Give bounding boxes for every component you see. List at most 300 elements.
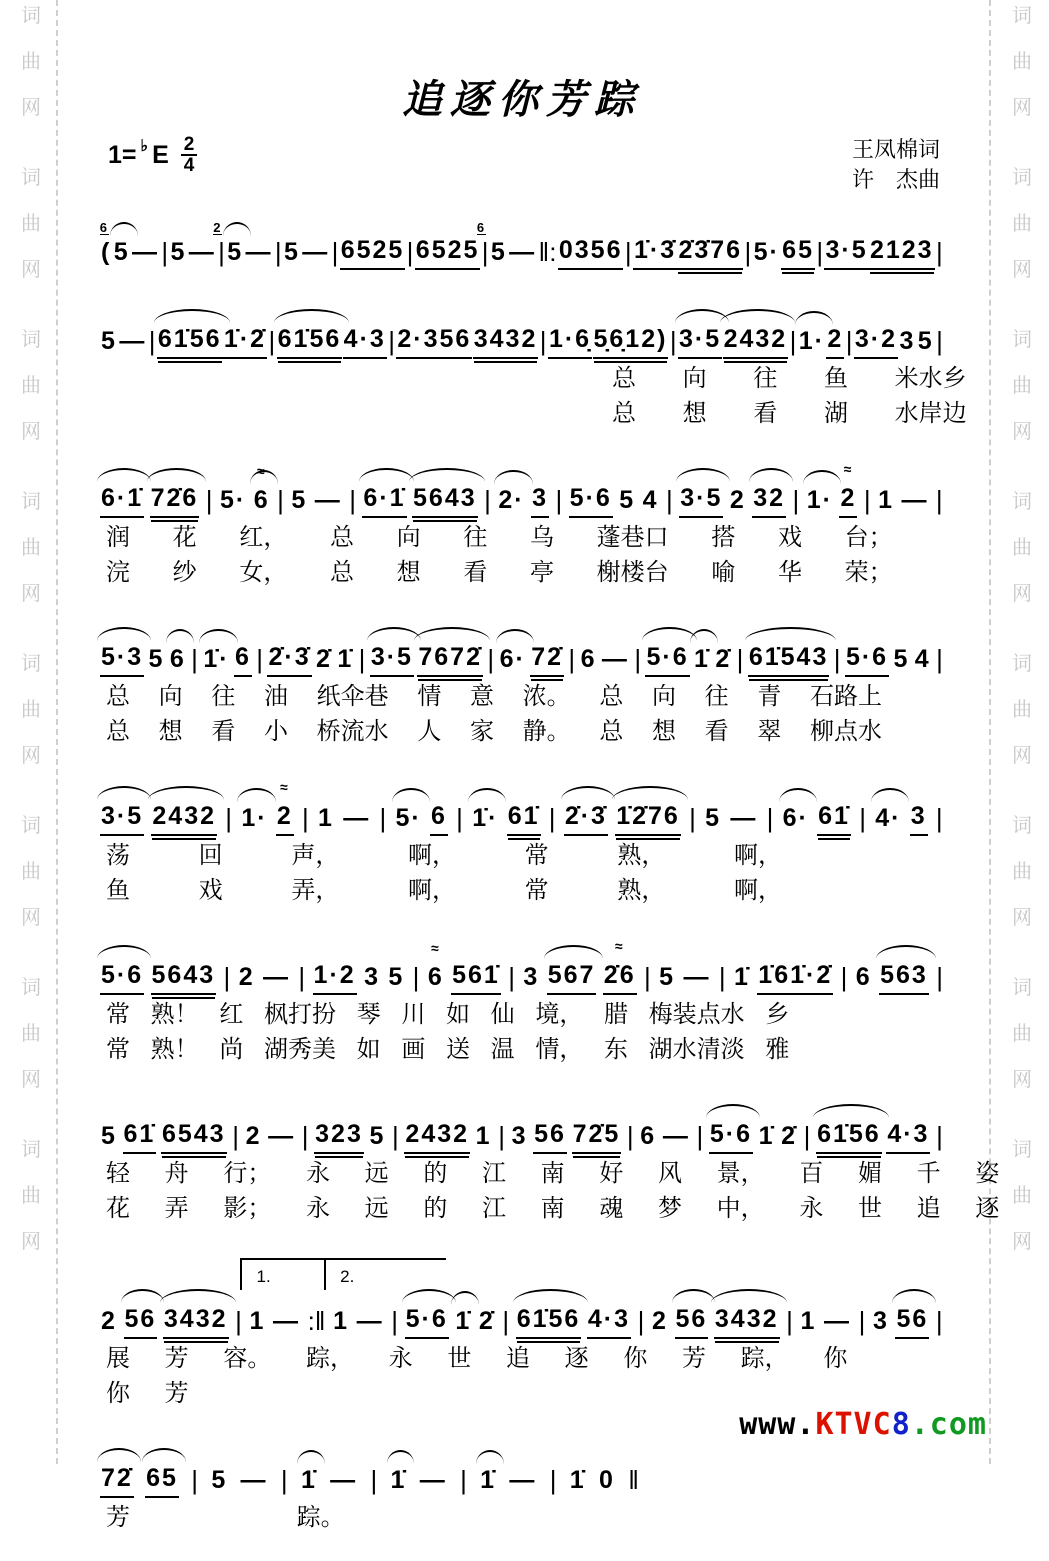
lyrics-line: 荡 回 声， 啊， 常 熟， 啊， xyxy=(106,842,783,869)
lyrics-line: 总 想 看 小 桥流水 人 家 静。 总 想 看 翠 柳点水 xyxy=(106,718,883,745)
watermark-text: 网 xyxy=(1012,583,1032,605)
note-token: 3 xyxy=(910,801,928,836)
slur-arc-icon xyxy=(544,945,604,959)
grace-note: 6 xyxy=(99,220,109,235)
watermark-text: 网 xyxy=(1012,907,1032,929)
note-token: 6525 xyxy=(340,235,406,270)
note-token: 1 xyxy=(800,1307,817,1335)
watermark-text: 曲 xyxy=(1012,213,1032,235)
watermark-text: 曲 xyxy=(21,1185,41,1207)
barline: | xyxy=(379,803,387,833)
barline: | xyxy=(936,644,943,674)
barline: | xyxy=(935,485,943,515)
note-token: — xyxy=(314,486,342,514)
watermark-text: 词 xyxy=(21,491,41,513)
note-token: 61̇ xyxy=(123,1119,157,1154)
watermark-text: 网 xyxy=(21,907,41,929)
note-token: 1·2 xyxy=(313,960,357,995)
notation-row xyxy=(100,209,944,270)
note-token: 1·6̣ xyxy=(548,324,592,359)
slur-arc-icon xyxy=(871,788,909,802)
barline: | xyxy=(626,1121,634,1151)
barline: | xyxy=(498,1121,505,1151)
notation-row xyxy=(100,934,944,995)
note-token: 2· xyxy=(497,485,525,518)
note-token: 1̇·2̇ xyxy=(223,324,267,359)
barline: | xyxy=(235,1306,242,1336)
barline: | xyxy=(936,962,943,992)
slur-arc-icon xyxy=(803,470,841,484)
barline: | xyxy=(223,962,231,992)
barline: | xyxy=(786,1306,793,1336)
barline: | xyxy=(392,1121,399,1151)
note-token: 56 xyxy=(533,1119,567,1154)
watermark-text: 词 xyxy=(21,1139,41,1161)
barline: | xyxy=(803,1121,811,1151)
barline: | xyxy=(935,237,943,267)
note-token: 3432 xyxy=(473,324,539,359)
note-token: 6 xyxy=(430,801,448,836)
note-token: 4· xyxy=(874,803,902,836)
lyrics-line: 总 向 往 鱼 米水乡 xyxy=(612,365,967,392)
site-logo-segment: 8 xyxy=(891,1407,911,1442)
slur-arc-icon xyxy=(142,1448,186,1462)
note-token: 1 xyxy=(318,804,334,832)
note-token: 1̇ xyxy=(693,644,711,677)
watermark-group xyxy=(1012,168,1032,280)
note-token: 4·3 xyxy=(587,1304,631,1339)
barline: | xyxy=(845,326,853,356)
note-token: 3·2 xyxy=(854,324,898,359)
watermark-text: 网 xyxy=(21,421,41,443)
lyrics-line: 花 弄 影； 永 远 的 江 南 魂 梦 中， 永 世 追 逐 xyxy=(106,1195,1000,1222)
watermark-text: 网 xyxy=(21,259,41,281)
note-token: 3·5 xyxy=(679,483,723,518)
note-token: 5 6 xyxy=(476,220,507,266)
slur-arc-icon xyxy=(496,629,534,643)
note-token: 5 xyxy=(101,1122,117,1150)
note-token: 4 xyxy=(914,645,931,673)
note-token: — xyxy=(240,1466,268,1494)
note-token: 323 xyxy=(314,1119,364,1154)
barline: | xyxy=(568,644,576,674)
note-token: — xyxy=(419,1466,447,1494)
lyrics-line: 总 向 往 油 纸伞巷 情 意 浓。 总 向 往 青 石路上 xyxy=(106,683,883,710)
barline: | xyxy=(508,962,515,992)
note-token: 2̇ xyxy=(478,1307,495,1335)
barline: | xyxy=(549,1465,557,1495)
watermark-text: 网 xyxy=(21,583,41,605)
note-token: 6 xyxy=(169,644,187,677)
watermark-group xyxy=(1012,1140,1032,1252)
watermark-text: 网 xyxy=(1012,421,1032,443)
note-token: 2 xyxy=(238,963,255,991)
watermark-text: 网 xyxy=(1012,1069,1032,1091)
note-token: 1̇ xyxy=(300,1465,318,1498)
watermark-text: 词 xyxy=(1012,491,1032,513)
watermark-text: 曲 xyxy=(21,375,41,397)
note-token: 5̣6̣12) xyxy=(593,324,669,359)
note-token: 56 xyxy=(895,1304,929,1339)
watermark-text: 词 xyxy=(1012,815,1032,837)
barline: | xyxy=(736,644,744,674)
watermark-text: 网 xyxy=(1012,1231,1032,1253)
note-token: 5643 xyxy=(151,960,217,995)
slur-arc-icon xyxy=(451,1291,479,1305)
note-token: 32 xyxy=(752,483,786,518)
barline: | xyxy=(935,803,943,833)
barline: | xyxy=(460,1465,467,1495)
note-token: 2432 xyxy=(723,324,789,359)
note-token: 2432 xyxy=(404,1119,470,1154)
slur-arc-icon xyxy=(147,468,207,482)
key-letter: E xyxy=(152,140,169,169)
barline: | xyxy=(696,1121,704,1151)
barline: | xyxy=(280,1465,288,1495)
note-token: 2̇6 ≈ xyxy=(603,960,637,995)
note-token: 5 xyxy=(388,963,405,991)
barline: | xyxy=(744,237,752,267)
note-token: 2̇ xyxy=(316,645,332,673)
barline: | xyxy=(274,237,282,267)
watermark-column-left xyxy=(14,6,48,1464)
note-token: 5·6 xyxy=(405,1304,449,1339)
note-token: 5 xyxy=(917,327,934,355)
note-token: — xyxy=(131,238,159,266)
right-dashed-border xyxy=(989,0,991,1464)
note-token: 5 xyxy=(211,1466,228,1494)
note-token: 72̇6 xyxy=(150,483,200,518)
note-token: 72̇ xyxy=(100,1463,134,1498)
barline: | xyxy=(816,237,824,267)
note-token: 7672̇ xyxy=(417,642,483,677)
notation-row xyxy=(100,775,944,836)
barline: | xyxy=(256,644,264,674)
note-token: 65 xyxy=(145,1463,179,1498)
site-logo-segment: .com xyxy=(910,1407,987,1442)
slur-arc-icon xyxy=(97,945,151,959)
meta-row xyxy=(100,135,944,195)
note-token: 5 xyxy=(291,486,308,514)
music-system xyxy=(100,209,944,270)
watermark-text: 词 xyxy=(1012,167,1032,189)
note-token: 567 xyxy=(547,960,597,995)
lyrics-line: 常 熟！ 尚 湖秀美 如 画 送 温 情， 东 湖水清淡 雅 xyxy=(106,1036,790,1063)
note-token: — xyxy=(509,1466,537,1494)
slur-arc-icon xyxy=(642,627,696,641)
barline: | xyxy=(789,326,797,356)
note-token: 1· xyxy=(240,803,268,836)
barline: | xyxy=(349,485,356,515)
note-token: 56 xyxy=(124,1304,158,1339)
slur-arc-icon xyxy=(690,629,718,643)
slur-arc-icon xyxy=(749,468,793,482)
note-token: 1̇2̇76 xyxy=(615,801,681,836)
volta-bracket: 2. xyxy=(324,1258,446,1290)
barline: | xyxy=(833,644,841,674)
barline: | xyxy=(232,1121,239,1151)
slur-arc-icon xyxy=(676,468,730,482)
music-system xyxy=(100,298,967,429)
note-token: — xyxy=(683,963,711,991)
watermark-text: 曲 xyxy=(1012,1023,1032,1045)
note-token: 5 xyxy=(659,963,676,991)
note-token: 2 xyxy=(729,486,746,514)
barline: | xyxy=(936,1121,943,1151)
barline: | xyxy=(268,326,276,356)
note-token: 3 xyxy=(511,1122,528,1150)
note-token: 5 2 xyxy=(226,237,244,270)
watermark-text: 曲 xyxy=(1012,699,1032,721)
watermark-text: 网 xyxy=(1012,259,1032,281)
barline: | xyxy=(858,1306,866,1336)
note-token: 3·5 xyxy=(100,801,144,836)
note-token: 3·5 xyxy=(370,642,414,677)
barline: | xyxy=(331,237,339,267)
note-token: 61̇56 xyxy=(516,1304,582,1339)
note-token: 3·5 xyxy=(824,235,868,270)
watermark-text: 网 xyxy=(21,745,41,767)
barline: | xyxy=(863,485,871,515)
barline: | xyxy=(792,485,800,515)
barline: | xyxy=(718,962,726,992)
note-token: 6 ≈ xyxy=(427,940,444,991)
note-token: 2̇·3̇ xyxy=(564,801,608,836)
note-token: 2̇3̇76 xyxy=(677,235,743,270)
note-token: 5 xyxy=(369,1122,386,1150)
watermark-group xyxy=(21,330,41,442)
lyrics-line: 浣 纱 女， 总 想 看 亭 榭楼台 喻 华 荣； xyxy=(106,559,893,586)
note-token: — xyxy=(330,1466,358,1494)
site-logo-segment: www. xyxy=(739,1407,816,1442)
watermark-group xyxy=(21,492,41,604)
music-system xyxy=(100,1252,944,1409)
watermark-group xyxy=(1012,6,1032,118)
volta-bracket: 1. xyxy=(240,1258,362,1290)
slur-arc-icon xyxy=(561,786,615,800)
slur-arc-icon xyxy=(876,945,936,959)
note-token: — xyxy=(509,238,537,266)
lyricist-credit: 王凤棉词 xyxy=(851,137,940,162)
watermark-group xyxy=(21,1140,41,1252)
note-token: 1̇ xyxy=(390,1465,408,1498)
note-token: 5 6 xyxy=(113,237,131,270)
meter-numerator: 2 xyxy=(181,135,198,156)
note-token: 5643 xyxy=(412,483,478,518)
note-token: 6525 xyxy=(415,235,481,270)
note-token: 6 xyxy=(580,645,597,673)
note-token: 5 xyxy=(705,804,722,832)
slur-arc-icon xyxy=(745,627,837,641)
slur-arc-icon xyxy=(795,311,833,325)
note-token: 5 xyxy=(283,238,300,266)
note-token: 5·6 xyxy=(645,642,689,677)
note-token: 6543 xyxy=(161,1119,227,1154)
note-token: 3 xyxy=(523,963,540,991)
slur-arc-icon xyxy=(166,629,194,643)
ornament-icon: ≈ xyxy=(614,938,625,954)
watermark-text: 曲 xyxy=(1012,51,1032,73)
barline: | xyxy=(358,644,366,674)
note-token: ( xyxy=(101,238,112,266)
barline: | xyxy=(456,803,463,833)
note-token: 2432 xyxy=(151,801,217,836)
note-token: 6 xyxy=(855,963,872,991)
song-title: 追逐你芳踪 xyxy=(402,76,642,123)
watermark-text: 网 xyxy=(21,1231,41,1253)
note-token: 5 xyxy=(619,486,636,514)
watermark-text: 词 xyxy=(1012,977,1032,999)
notation-row xyxy=(100,298,944,359)
watermark-group xyxy=(21,816,41,928)
note-token: 61̇ xyxy=(507,801,541,836)
watermark-text: 词 xyxy=(1012,6,1032,27)
note-token: 563 xyxy=(879,960,929,995)
note-token: — xyxy=(272,1307,300,1335)
note-token: 2 xyxy=(826,324,844,359)
watermark-text: 曲 xyxy=(21,213,41,235)
note-token: 3 xyxy=(531,483,549,518)
notation-row xyxy=(100,1252,944,1339)
slur-arc-icon xyxy=(392,788,430,802)
barline: | xyxy=(388,326,395,356)
note-token: 2 xyxy=(245,1122,262,1150)
watermark-group xyxy=(1012,816,1032,928)
ornament-icon: ≈ xyxy=(279,779,290,795)
note-token: 0356 xyxy=(558,235,624,270)
slur-arc-icon xyxy=(160,1289,236,1303)
slur-arc-icon xyxy=(97,786,151,800)
watermark-text: 词 xyxy=(1012,329,1032,351)
note-token: 1̇ xyxy=(758,1122,775,1150)
note-token: 2̇·3̇ xyxy=(267,642,311,677)
note-token: 61̇543 xyxy=(748,642,830,677)
note-token: 1̇·3̇ xyxy=(633,235,677,270)
flat-icon: ♭ xyxy=(140,138,149,155)
watermark-text: 曲 xyxy=(1012,1185,1032,1207)
note-token: 1 xyxy=(878,486,894,514)
notation-row xyxy=(100,1093,944,1154)
left-dashed-border xyxy=(56,0,58,1464)
notation-row xyxy=(100,1437,640,1498)
note-token: — xyxy=(356,1307,384,1335)
note-token: 2̇ xyxy=(715,645,732,673)
note-token: 2 ≈ xyxy=(276,801,294,836)
barline: | xyxy=(766,803,774,833)
note-token: 3 xyxy=(872,1307,889,1335)
note-token: — xyxy=(188,238,216,266)
note-token: 5·6 xyxy=(709,1119,753,1154)
slur-arc-icon xyxy=(359,468,413,482)
slur-arc-icon xyxy=(367,627,421,641)
note-token: 0 xyxy=(598,1466,615,1494)
watermark-text: 曲 xyxy=(21,1023,41,1045)
ornament-icon: ≈ xyxy=(256,463,267,479)
watermark-text: 词 xyxy=(21,815,41,837)
meter-denominator: 4 xyxy=(183,155,195,176)
barline: | xyxy=(298,962,306,992)
note-token: — xyxy=(823,1307,851,1335)
ornament-icon: ≈ xyxy=(430,940,441,956)
watermark-text: 词 xyxy=(21,653,41,675)
barline: | xyxy=(666,485,673,515)
note-token: 561̇ xyxy=(451,960,501,995)
barline: | xyxy=(148,326,156,356)
watermark-group xyxy=(1012,492,1032,604)
note-token: 65 xyxy=(781,235,815,270)
watermark-text: 词 xyxy=(21,977,41,999)
note-token: 72̇5 xyxy=(572,1119,622,1154)
note-token: — xyxy=(901,486,929,514)
watermark-group xyxy=(1012,654,1032,766)
barline: | xyxy=(481,237,489,267)
slur-arc-icon xyxy=(97,468,151,482)
barline: | xyxy=(191,644,198,674)
slur-arc-icon xyxy=(154,309,230,323)
note-token: 6· xyxy=(782,803,810,836)
site-logo-segment: KTVC xyxy=(815,1407,892,1442)
note-token: 1̇ xyxy=(337,645,354,673)
slur-arc-icon xyxy=(672,1289,716,1303)
note-token: 4·3 xyxy=(886,1119,930,1154)
barline: | xyxy=(936,326,943,356)
barline: | xyxy=(161,237,169,267)
watermark-text: 词 xyxy=(1012,1139,1032,1161)
note-token: 1̇ xyxy=(569,1466,586,1494)
note-token: — xyxy=(245,238,273,266)
note-token: 1 1. xyxy=(248,1306,266,1339)
barline: | xyxy=(205,485,213,515)
note-token: 5· xyxy=(220,486,247,514)
watermark-group xyxy=(21,168,41,280)
lyrics-line: 轻 舟 行； 永 远 的 江 南 好 风 景， 百 媚 千 姿 xyxy=(106,1160,1000,1187)
note-token: 5 xyxy=(148,645,165,673)
music-system xyxy=(100,616,944,747)
barline: | xyxy=(484,485,491,515)
watermark-text: 词 xyxy=(21,167,41,189)
note-token: 3432 xyxy=(714,1304,780,1339)
site-logo[interactable] xyxy=(739,1407,987,1442)
barline: | xyxy=(689,803,696,833)
note-token: 5 xyxy=(893,645,910,673)
barline: | xyxy=(391,1306,398,1336)
key-prefix: 1= xyxy=(108,140,137,169)
barline: | xyxy=(302,803,309,833)
note-token: 6 ≈ xyxy=(253,485,271,518)
barline: :‖ xyxy=(307,1306,326,1336)
note-token: 5·6 xyxy=(100,960,144,995)
watermark-text: 曲 xyxy=(21,861,41,883)
note-token: 2 xyxy=(652,1307,668,1335)
barline: | xyxy=(277,485,284,515)
note-token: 61̇56 xyxy=(816,1119,882,1154)
composer-credit: 许 杰曲 xyxy=(851,167,940,192)
slur-arc-icon xyxy=(513,1289,589,1303)
barline: | xyxy=(634,644,642,674)
slur-arc-icon xyxy=(148,786,224,800)
barline: | xyxy=(191,1465,199,1495)
note-token: 3·5 xyxy=(678,324,722,359)
note-token: 6·1̇ xyxy=(100,483,144,518)
watermark-text: 词 xyxy=(21,329,41,351)
watermark-text: 网 xyxy=(1012,97,1032,119)
note-token: 6 xyxy=(640,1122,657,1150)
note-token: — xyxy=(662,1122,690,1150)
barline: | xyxy=(502,1306,510,1336)
barline: | xyxy=(669,326,677,356)
grace-note: 6 xyxy=(476,220,487,235)
note-token: 1· xyxy=(806,485,834,518)
